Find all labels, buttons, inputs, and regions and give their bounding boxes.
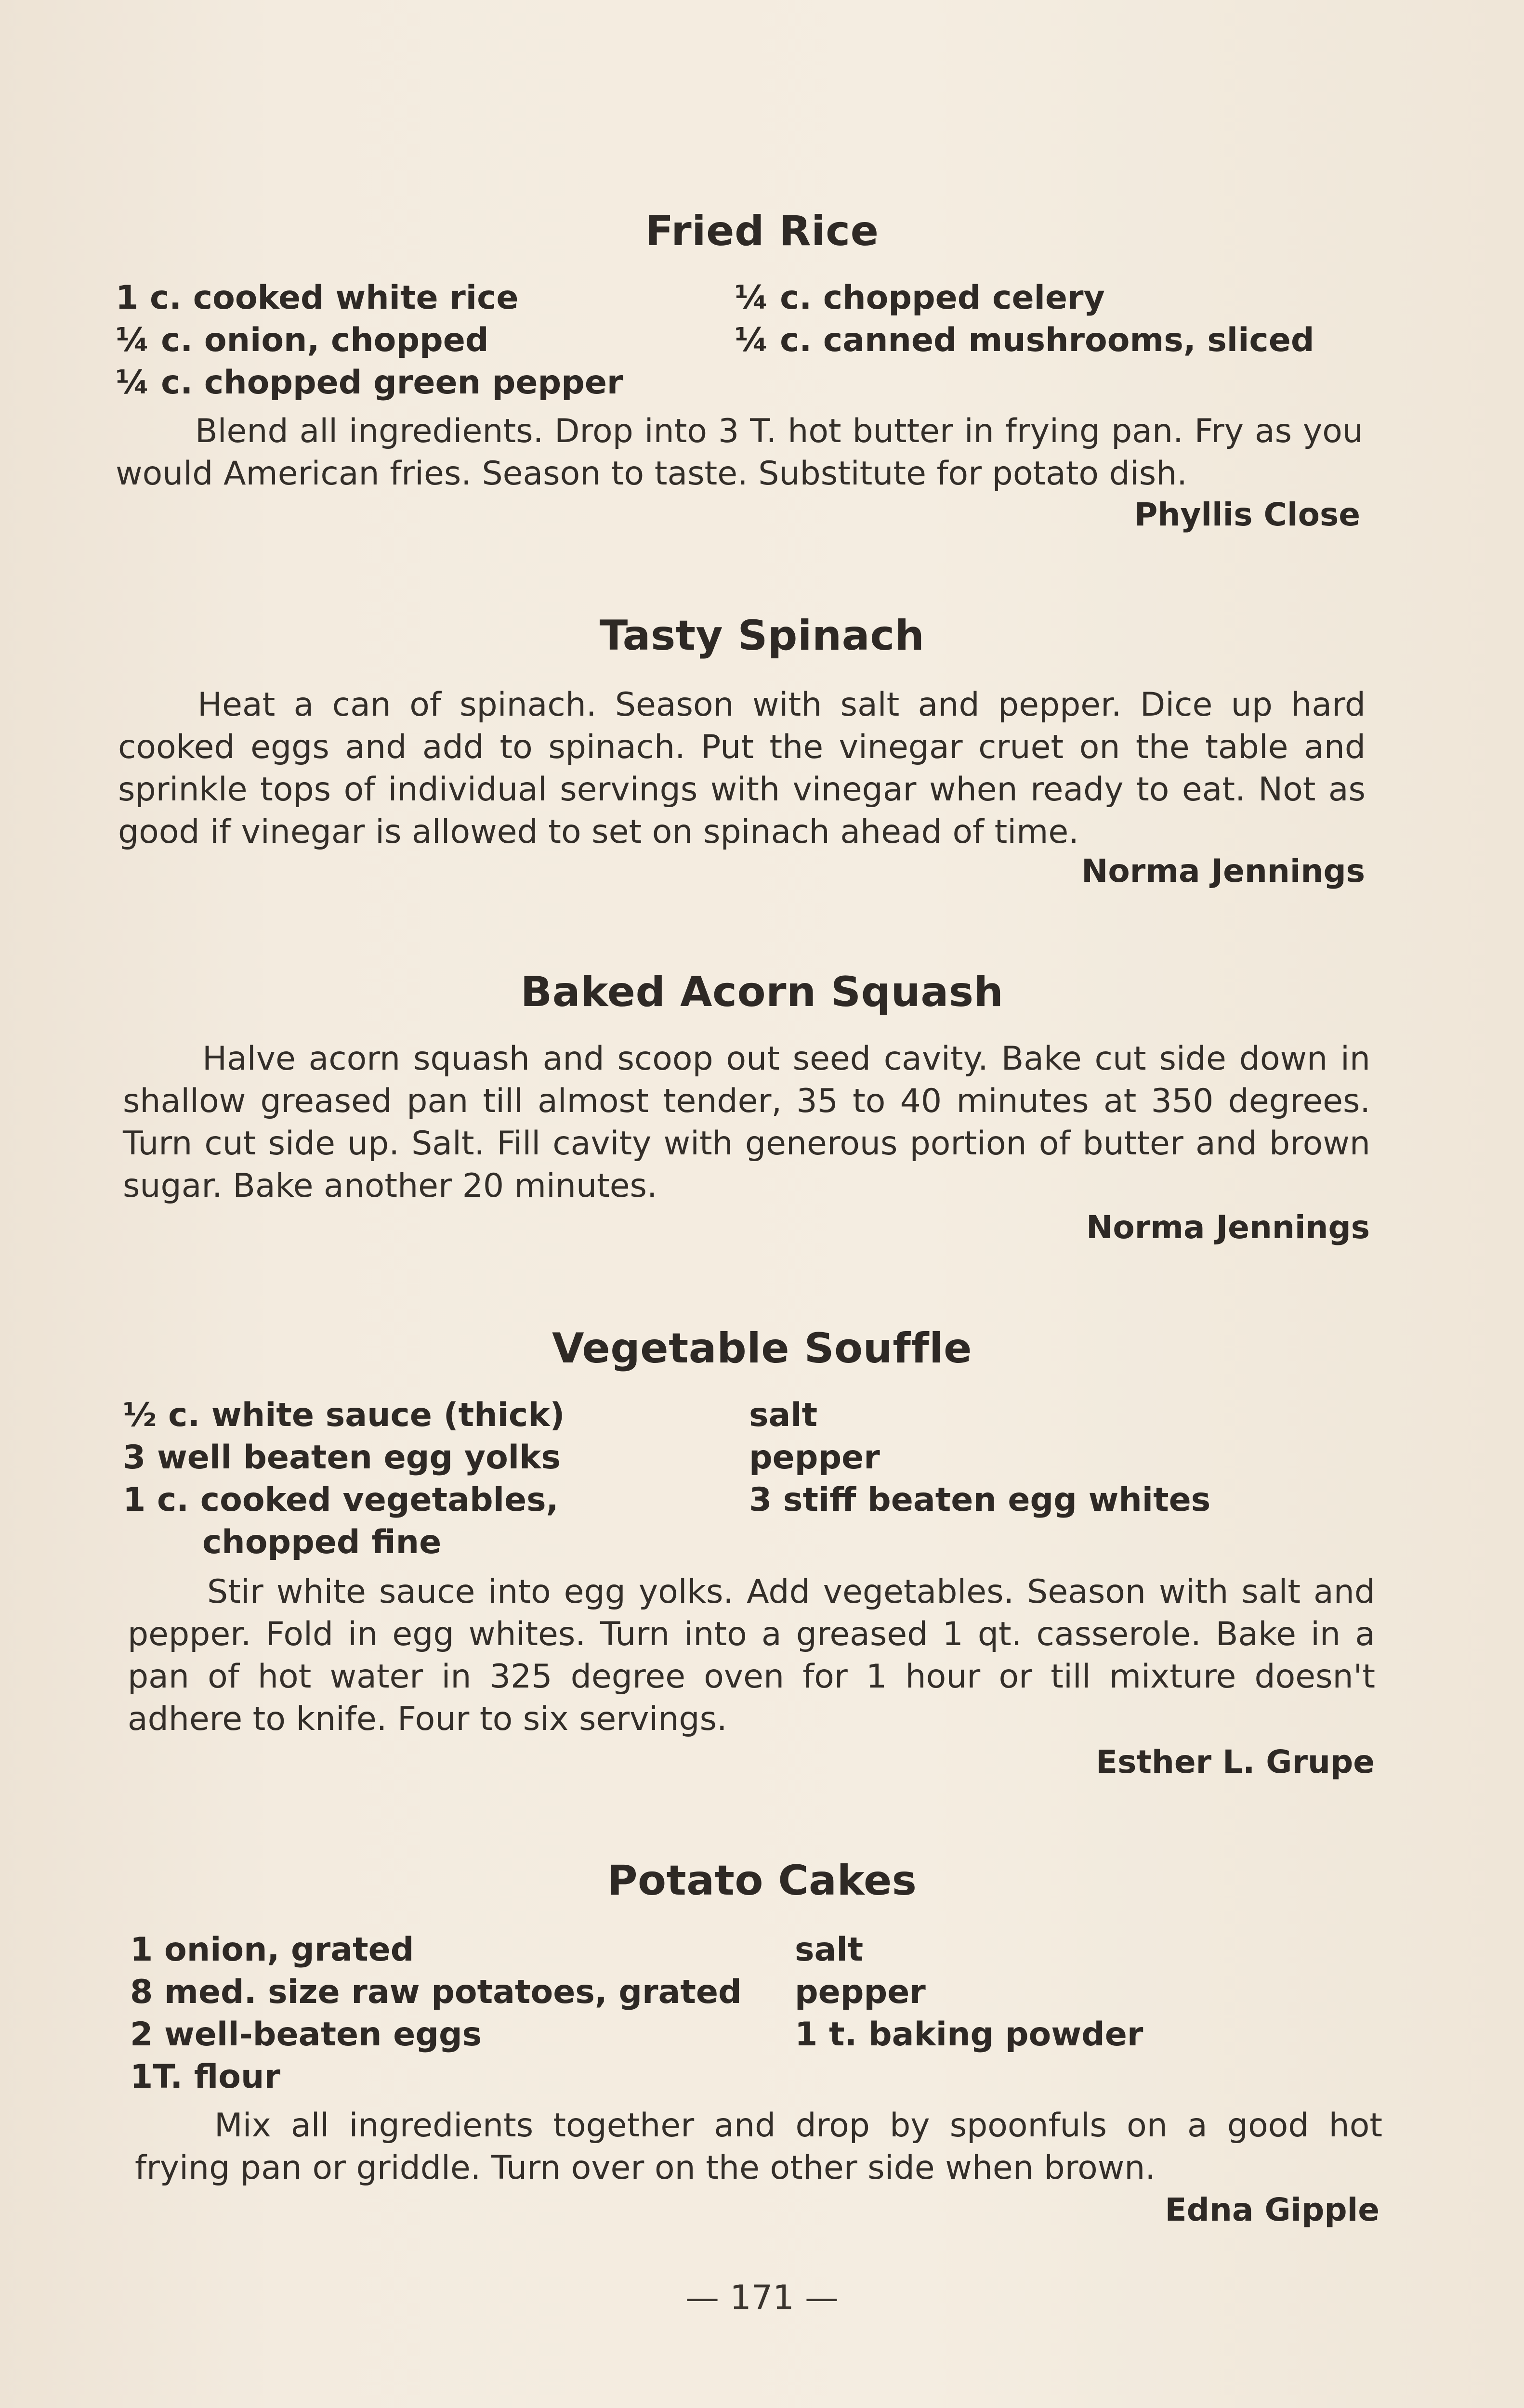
ingredient: 3 stiff beaten egg whites [749, 1481, 1211, 1519]
ingredient: ¼ c. canned mushrooms, sliced [735, 321, 1314, 359]
ingredients-right [735, 277, 1314, 362]
ingredient: 1 c. cooked white rice [116, 279, 519, 317]
ingredients-left [123, 1394, 565, 1564]
ingredient: 1T. flour [130, 2058, 280, 2096]
recipe-title: Fried Rice [645, 207, 879, 255]
ingredient: salt [749, 1396, 818, 1434]
ingredient: ¼ c. chopped green pepper [116, 364, 623, 402]
recipe-title: Tasty Spinach [599, 612, 925, 660]
ingredients-left [130, 1929, 742, 2098]
page-number: — 171 — [685, 2278, 839, 2317]
author: Norma Jennings [1086, 1209, 1370, 1246]
ingredient: 8 med. size raw potatoes, grated [130, 1973, 742, 2011]
ingredients-right [749, 1394, 1210, 1521]
ingredient: ¼ c. chopped celery [735, 279, 1105, 317]
ingredient: 1 onion, grated [130, 1931, 414, 1969]
ingredient: pepper [795, 1973, 926, 2011]
ingredient: pepper [749, 1439, 880, 1477]
directions: Stir white sauce into egg yolks. Add vegetables. Season with salt and pepper. Fold in egg whites. Turn into a greased 1 qt. casserole. Bake in a pan of hot water in 325 degree oven for 1 hour or till mixture doesn't adhere to knife. Four to six servings. [128, 1573, 1375, 1738]
ingredient: 3 well beaten egg yolks [123, 1439, 561, 1477]
ingredients-right [795, 1929, 1143, 2056]
directions: Heat a can of spinach. Season with salt and pepper. Dice up hard cooked eggs and add to spinach. Put the vinegar cruet on the table and sprinkle tops of individual servings with vinegar when ready to eat. Not as good if vinegar is allowed to set on spinach ahead of time. [118, 686, 1366, 851]
recipe-title: Potato Cakes [607, 1857, 917, 1905]
directions: Halve acorn squash and scoop out seed cavity. Bake cut side down in shallow greased pan till almost tender, 35 to 40 minutes at 350 degrees. Turn cut side up. Salt. Fill cavity with generous portion of butter and brown sugar. Bake another 20 minutes. [123, 1040, 1370, 1205]
author: Phyllis Close [1134, 496, 1360, 533]
author: Norma Jennings [1081, 852, 1365, 890]
author: Esther L. Grupe [1095, 1743, 1375, 1780]
directions: Mix all ingredients together and drop by spoonfuls on a good hot frying pan or griddle. Turn over on the other side when brown. [135, 2107, 1382, 2187]
ingredient: 2 well-beaten eggs [130, 2015, 482, 2054]
recipe-title: Baked Acorn Squash [520, 968, 1004, 1016]
ingredient: chopped fine [202, 1523, 442, 1561]
recipe-title: Vegetable Souffle [552, 1324, 972, 1373]
directions: Blend all ingredients. Drop into 3 T. hot butter in frying pan. Fry as you would American fries. Season to taste. Substitute for potato dish. [116, 412, 1363, 493]
ingredient: 1 c. cooked vegetables, [123, 1481, 559, 1519]
ingredients-left [116, 277, 623, 404]
ingredient: ½ c. white sauce (thick) [123, 1396, 565, 1434]
ingredient: 1 t. baking powder [795, 2015, 1143, 2054]
author: Edna Gipple [1165, 2191, 1379, 2228]
ingredient: ¼ c. onion, chopped [116, 321, 489, 359]
ingredient: salt [795, 1931, 864, 1969]
